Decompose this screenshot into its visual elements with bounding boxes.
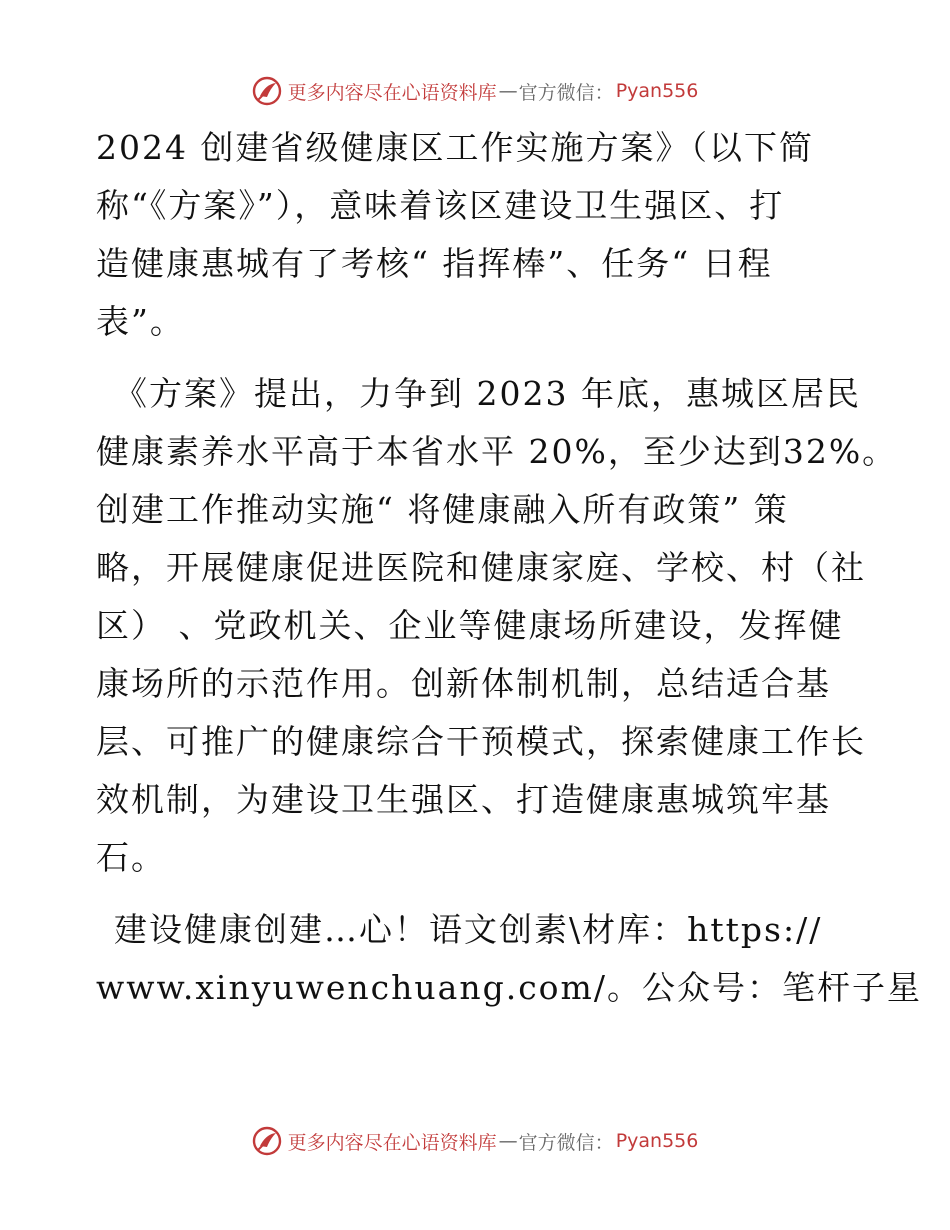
banner-wechat-id: Pyan556 — [615, 80, 699, 102]
text-line: 健康素养水平高于本省水平 20%，至少达到32%。 — [96, 432, 898, 471]
banner-wechat-label: 官方微信： — [518, 1131, 614, 1154]
text-line: 效机制，为建设卫生强区、打造健康惠城筑牢基 — [96, 780, 831, 819]
text-line: 康场所的示范作用。创新体制机制，总结适合基 — [96, 664, 831, 703]
text-line: 2024 创建省级健康区工作实施方案》（以下简 — [96, 128, 814, 167]
banner-dash: — — [498, 1130, 517, 1152]
text-line: 区） 、党政机关、企业等健康场所建设，发挥健 — [96, 606, 844, 645]
banner-wechat-label: 官方微信： — [518, 81, 614, 104]
document-body — [96, 124, 922, 1022]
banner-dash: — — [498, 80, 517, 102]
brand-logo-icon — [252, 76, 282, 106]
banner-text: 更多内容尽在心语资料库 — [287, 1131, 497, 1154]
text-line: 石。 — [96, 838, 166, 877]
text-line: www.xinyuwenchuang.com/。公众号：笔杆子星 — [96, 968, 922, 1007]
text-line: 《方案》提出，力争到 2023 年底，惠城区居民 — [114, 374, 861, 413]
text-line: 表”。 — [96, 302, 185, 341]
header-banner — [0, 71, 950, 111]
banner-text: 更多内容尽在心语资料库 — [287, 81, 497, 104]
text-line: 造健康惠城有了考核“ 指挥棒”、任务“ 日程 — [96, 244, 773, 283]
footer-banner — [0, 1121, 950, 1161]
text-line: 层、可推广的健康综合干预模式，探索健康工作长 — [96, 722, 866, 761]
text-line: 建设健康创建…心！语文创素\材库：https:// — [114, 910, 823, 949]
brand-logo-icon — [252, 1126, 282, 1156]
paragraph-3 — [96, 906, 922, 1012]
text-line: 称“《方案》”），意味着该区建设卫生强区、打 — [96, 186, 785, 225]
paragraph-2 — [96, 370, 898, 882]
banner-wechat-id: Pyan556 — [615, 1130, 699, 1152]
text-line: 创建工作推动实施“ 将健康融入所有政策” 策 — [96, 490, 789, 529]
paragraph-1 — [96, 124, 856, 346]
text-line: 略，开展健康促进医院和健康家庭、学校、村（社 — [96, 548, 866, 587]
